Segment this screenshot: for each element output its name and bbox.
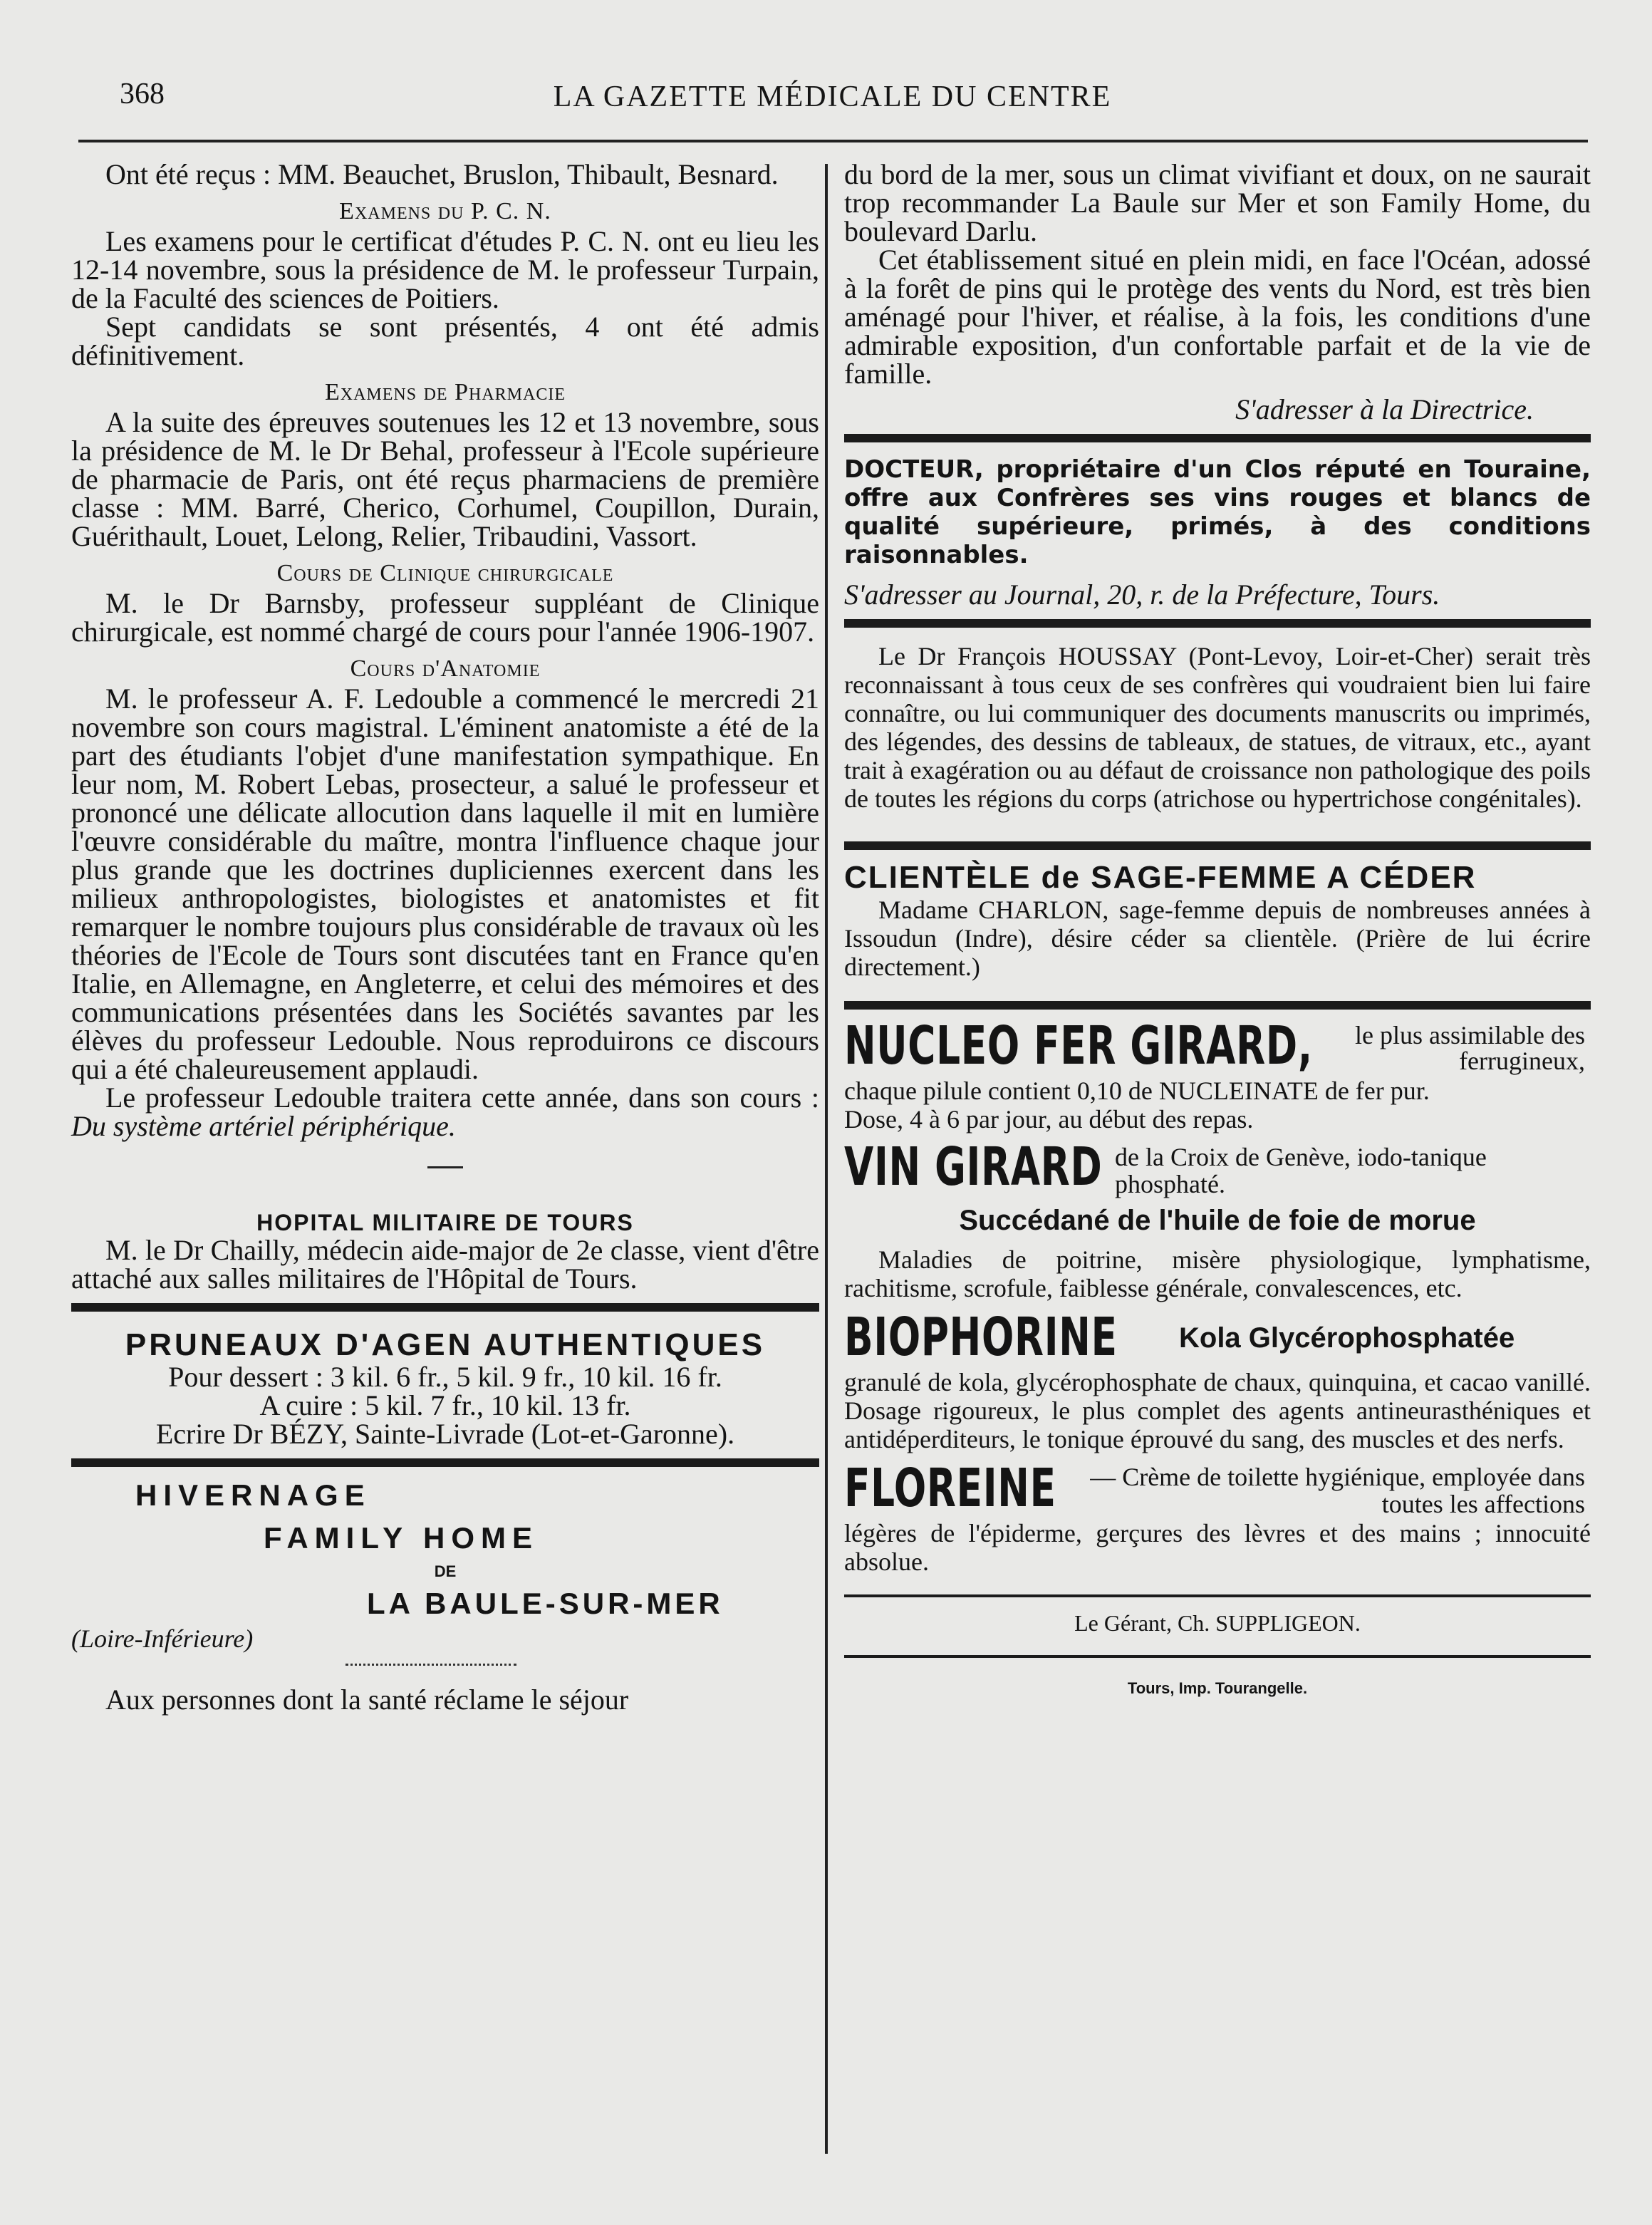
separator-bar (844, 841, 1591, 850)
ad-line: Ecrire Dr BÉZY, Sainte-Livrade (Lot-et-Garonne). (155, 1418, 735, 1450)
paragraph: Les examens pour le certificat d'études P. C. N. ont eu lieu les 12-14 novembre, sous la présidence de M. le professeur Turpain, de la Faculté des sciences de Poitiers. (71, 225, 819, 314)
header-rule (78, 140, 1588, 142)
ad-title: CLIENTÈLE de SAGE-FEMME A CÉDER (844, 860, 1477, 895)
paragraph: Cet établissement situé en plein midi, en face l'Océan, adossé à la forêt de pins qui le protège des vents du Nord, est très bien aménagé pour l'hiver, et réalise, à la fois, les conditions d'une admirable exposition, d'un confortable parfait et de la vie de famille. (844, 244, 1591, 390)
ad-line: (Loire-Inférieure) (71, 1624, 254, 1653)
section-heading: Examens du P. C. N. (339, 198, 551, 224)
ad-title: FAMILY HOME (264, 1521, 539, 1555)
page-title: LA GAZETTE MÉDICALE DU CENTRE (553, 81, 1112, 113)
ad-line: A cuire : 5 kil. 7 fr., 10 kil. 13 fr. (259, 1389, 631, 1421)
paragraph: M. le Dr Chailly, médecin aide-major de 2e classe, vient d'être attaché aux salles militaires de l'Hôpital de Tours. (71, 1234, 819, 1295)
separator-bar (844, 619, 1591, 628)
separator-rule (844, 1594, 1591, 1597)
ad-line: Kola Glycérophosphatée (1179, 1322, 1515, 1354)
section-heading: Examens de Pharmacie (324, 379, 566, 405)
section-heading: Cours de Clinique chirurgicale (276, 560, 614, 586)
separator-bar (71, 1458, 819, 1467)
ad-line: chaque pilule contient 0,10 de NUCLEINATE de fer pur. (844, 1077, 1430, 1105)
separator (427, 1166, 463, 1168)
ad-line: S'adresser au Journal, 20, r. de la Préfecture, Tours. (844, 579, 1440, 611)
paragraph-text: Le professeur Ledouble traitera cette année, dans son cours : (105, 1082, 819, 1114)
course-title: Du système artériel périphérique. (71, 1110, 456, 1142)
paragraph: du bord de la mer, sous un climat vivifiant et doux, on ne saurait trop recommander La Baule sur Mer et son Family Home, du boulevard Darlu. (844, 158, 1591, 247)
ad-title: HIVERNAGE (135, 1478, 371, 1512)
ad-text: Madame CHARLON, sage-femme depuis de nombreuses années à Issoudun (Indre), désire céder sa clientèle. (Prière de lui écrire directement.) (844, 896, 1591, 981)
printer-line: Tours, Imp. Tourangelle. (1127, 1679, 1308, 1697)
ad-line: — Crème de toilette hygiénique, employée dans toutes les affections (1090, 1463, 1585, 1518)
ad-title: BIOPHORINE (844, 1307, 1118, 1368)
ad-block (844, 1136, 1591, 1198)
ad-block (844, 1458, 1591, 1519)
left-column (71, 160, 819, 1714)
ad-block (844, 1307, 1591, 1368)
ad-title: NUCLEO FER GIRARD, (844, 1015, 1313, 1077)
column-divider (825, 164, 828, 2154)
paragraph: S'adresser à la Directrice. (1235, 393, 1534, 425)
ad-text: Maladies de poitrine, misère physiologique, lymphatisme, rachitisme, scrofule, faiblesse générale, convalescences, etc. (844, 1245, 1591, 1302)
ad-line: Pour dessert : 3 kil. 6 fr., 5 kil. 9 fr., 10 kil. 16 fr. (168, 1361, 722, 1393)
ad-subtitle: Succédané de l'huile de foie de morue (959, 1205, 1476, 1236)
signature: Le Gérant, Ch. SUPPLIGEON. (1074, 1610, 1361, 1636)
paragraph: M. le Dr Barnsby, professeur suppléant de Clinique chirurgicale, est nommé chargé de cours pour l'année 1906-1907. (71, 587, 819, 648)
ad-line: de la Croix de Genève, iodo-tanique phosphaté. (1115, 1143, 1487, 1198)
page-number: 368 (120, 78, 165, 110)
ad-line: le plus assimilable des ferrugineux, (1355, 1021, 1585, 1075)
separator-bar (844, 1001, 1591, 1010)
ad-title: LA BAULE-SUR-MER (367, 1587, 724, 1620)
ad-text: granulé de kola, glycérophosphate de chaux, quinquina, et cacao vanillé. Dosage rigoureux, le plus complet des agents antineurasthéniques et antidéperditeurs, le tonique éprouvé du sang, des muscles et des nerfs. (844, 1368, 1591, 1453)
ad-title: VIN GIRARD (844, 1136, 1103, 1198)
ad-line: Dose, 4 à 6 par jour, au début des repas. (844, 1105, 1254, 1134)
ad-text: DOCTEUR, propriétaire d'un Clos réputé en Touraine, offre aux Confrères ses vins rouges et blancs de qualité supérieure, primés, à des conditions raisonnables. (844, 455, 1591, 569)
section-heading: Cours d'Anatomie (350, 655, 541, 682)
ad-block (844, 1015, 1591, 1077)
section-heading: HOPITAL MILITAIRE DE TOURS (256, 1210, 634, 1235)
separator-bar (71, 1303, 819, 1312)
right-column (844, 160, 1591, 1698)
ad-text: légères de l'épiderme, gerçures des lèvres et des mains ; innocuité absolue. (844, 1519, 1591, 1576)
separator-rule (844, 1655, 1591, 1658)
page-header (120, 77, 1545, 120)
paragraph (71, 1084, 819, 1141)
ad-text: Le Dr François HOUSSAY (Pont-Levoy, Loir-et-Cher) serait très reconnaissant à tous ceux de ses confrères qui voudraient bien lui faire connaître, ou lui communiquer des documents manuscrits ou imprimés, des légendes, des dessins de tableaux, de statues, de vitraux, etc., ayant trait à exagération ou au défaut de croissance non pathologique des poils de toutes les régions du corps (atrichose ou hypertrichose congénitales). (844, 642, 1591, 813)
paragraph: M. le professeur A. F. Ledouble a commencé le mercredi 21 novembre son cours magistral. L'éminent anatomiste a été de la part des étudiants l'objet d'une manifestation sympathique. En leur nom, M. Robert Lebas, prosecteur, a salué le professeur et prononcé une délicate allocution dans laquelle il mit en lumière l'œuvre considérable du maître, montra l'influence chaque jour plus grande que les doctrines dupliciennes exercent dans les milieux anthropologistes, biologistes et anatomistes et fit remarquer le nombre toujours plus considérable de travaux où les théories de l'Ecole de Tours sont discutées tant en France qu'en Italie, en Allemagne, en Angleterre, et celui des mémoires et des communications présentées dans les Sociétés savantes par les élèves du professeur Ledouble. Nous reproduirons ce discours qui a été chaleureusement applaudi. (71, 683, 819, 1085)
paragraph: Ont été reçus : MM. Beauchet, Bruslon, Thibault, Besnard. (105, 158, 779, 190)
paragraph: A la suite des épreuves soutenues les 12 et 13 novembre, sous la présidence de M. le Dr Behal, professeur à l'Ecole supérieure de pharmacie de Paris, ont été reçus pharmaciens de première classe : MM. Barré, Cherico, Corhumel, Coupillon, Durain, Guérithault, Louet, Lelong, Relier, Tribaudini, Vassort. (71, 406, 819, 552)
separator-bar (844, 434, 1591, 442)
ad-title: FLOREINE (844, 1458, 1056, 1519)
paragraph: Sept candidats se sont présentés, 4 ont été admis définitivement. (71, 311, 819, 371)
paragraph: Aux personnes dont la santé réclame le séjour (105, 1684, 629, 1716)
ad-line: DE (434, 1562, 457, 1580)
ad-title: PRUNEAUX D'AGEN AUTHENTIQUES (125, 1327, 766, 1362)
ornament (346, 1658, 516, 1666)
